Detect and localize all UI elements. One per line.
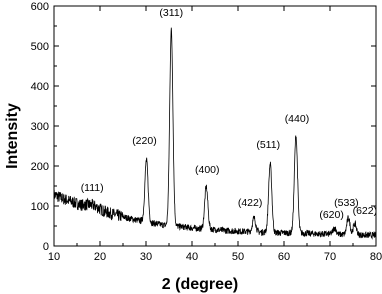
y-tick-label: 400 — [30, 81, 49, 93]
x-tick-label: 50 — [231, 251, 245, 263]
y-tick-label: 0 — [42, 241, 49, 253]
peak-label: (220) — [132, 135, 157, 147]
x-axis-ticks — [48, 6, 382, 263]
x-axis-title: 2 (degree) — [161, 276, 239, 293]
x-tick-label: 40 — [185, 251, 199, 263]
y-tick-label: 500 — [30, 41, 49, 53]
x-tick-label: 80 — [369, 251, 382, 263]
peak-label: (311) — [159, 7, 184, 19]
peak-label: (620) — [319, 209, 344, 221]
peak-labels — [81, 7, 377, 221]
y-tick-label: 300 — [30, 121, 49, 133]
xrd-trace-line — [54, 28, 376, 239]
x-tick-label: 30 — [139, 251, 153, 263]
y-tick-label: 200 — [30, 161, 49, 173]
peak-label: (622) — [352, 205, 378, 217]
y-tick-label: 100 — [30, 201, 49, 213]
peak-label: (422) — [237, 197, 263, 209]
peak-label: (533) — [334, 197, 359, 209]
x-tick-label: 20 — [93, 251, 107, 263]
x-tick-label: 60 — [277, 251, 291, 263]
y-axis-title: Intensity — [4, 103, 21, 169]
peak-label: (400) — [195, 163, 220, 176]
peak-label: (111) — [80, 182, 104, 195]
peak-label: (440) — [284, 113, 310, 125]
x-tick-label: 10 — [47, 251, 61, 263]
peak-label: (511) — [256, 139, 281, 151]
y-tick-label: 600 — [30, 1, 49, 13]
x-tick-label: 70 — [323, 251, 337, 263]
